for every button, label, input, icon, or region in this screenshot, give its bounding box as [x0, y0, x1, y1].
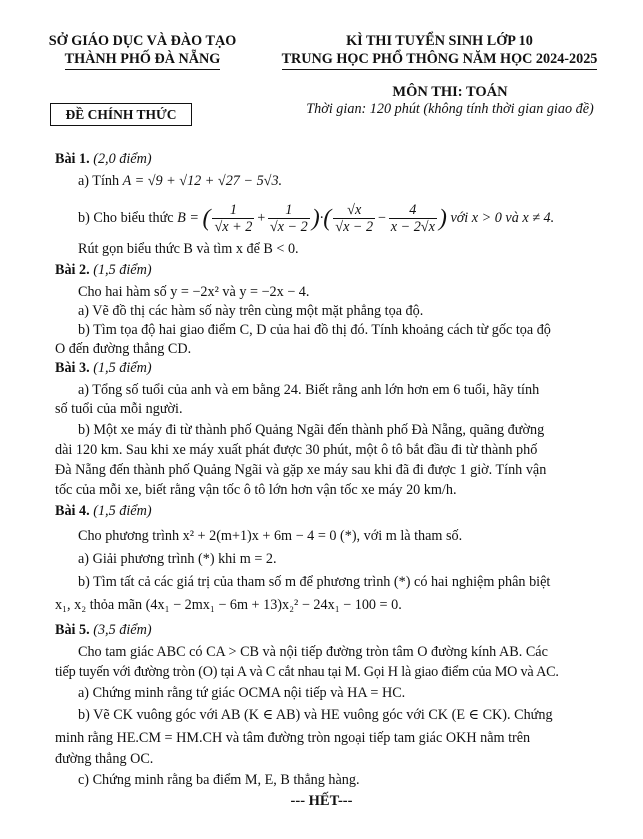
problem-3-heading: [55, 359, 615, 377]
problem-5-intro-line2: tiếp tuyến với đường tròn (O) tại A và C cắt nhau tại M. Gọi H là giao điểm của MO và AC.: [55, 664, 559, 680]
problem-1b-task: Rút gọn biểu thức B và tìm x để B < 0.: [78, 241, 299, 257]
problem-4-intro: Cho phương trình x² + 2(m+1)x + 6m − 4 = 0 (*), với m là tham số.: [78, 528, 463, 544]
department-name: SỞ GIÁO DỤC VÀ ĐÀO TẠO: [48, 33, 237, 49]
problem-1-title: Bài 1.: [55, 151, 90, 167]
expression-b: B = ( $\frac{1}{√x + 2}$ + $\frac{1}{√x - 2}$ )·( $\frac{√x}{√x - 2}$ − $\frac{4}{x - 2√x}$ ): [177, 202, 447, 236]
problem-2a: a) Vẽ đồ thị các hàm số này trên cùng một mặt phẳng tọa độ.: [78, 303, 424, 319]
problem-4b-line2: x₁, x₂ thỏa mãn (4x₁ − 2mx₁ − 6m + 13)x₂² − 24x₁ − 100 = 0.: [55, 597, 402, 613]
header-department: [30, 32, 255, 70]
problem-5b-line1: b) Vẽ CK vuông góc với AB (K ∈ AB) và HE vuông góc với CK (E ∈ CK). Chứng: [78, 707, 553, 723]
official-label: ĐỀ CHÍNH THỨC: [50, 103, 192, 126]
problem-5-intro-line1: Cho tam giác ABC có CA > CB và nội tiếp đường tròn tâm O đường kính AB. Các: [78, 644, 548, 660]
problem-3a-line2: số tuổi của mỗi người.: [55, 401, 183, 417]
problem-1-points: (2,0 điểm): [93, 151, 152, 167]
problem-4b-line1: b) Tìm tất cả các giá trị của tham số m để phương trình (*) có hai nghiệm phân biệt: [78, 574, 551, 590]
problem-5b-line3: đường thẳng OC.: [55, 751, 154, 767]
problem-3b-line4: tốc của mỗi xe, biết rằng vận tốc ô tô lớn hơn vận tốc xe máy 20 km/h.: [55, 482, 457, 498]
problem-3a-line1: a) Tổng số tuổi của anh và em bằng 24. Biết rằng anh lớn hơn em 6 tuổi, hãy tính: [78, 382, 540, 398]
problem-5-heading: [55, 621, 615, 639]
header-exam: [262, 32, 617, 70]
problem-5-title: Bài 5.: [55, 622, 90, 638]
city-name: THÀNH PHỐ ĐÀ NẴNG: [65, 50, 221, 70]
problem-5c: c) Chứng minh rằng ba điểm M, E, B thẳng hàng.: [78, 772, 360, 788]
problem-3b-line3: Đà Nẵng đến thành phố Quảng Ngãi và gặp xe máy sau khi đã đi được 1 giờ. Tính vận: [55, 462, 547, 478]
problem-3b-line2: dài 120 km. Sau khi xe máy xuất phát được 30 phút, một ô tô bắt đầu đi từ thành phố: [55, 442, 538, 458]
problem-3-points: (1,5 điểm): [93, 360, 152, 376]
problem-5-points: (3,5 điểm): [93, 622, 152, 638]
problem-3-title: Bài 3.: [55, 360, 90, 376]
problem-1b: [78, 200, 618, 236]
problem-1a-prefix: a) Tính: [78, 173, 120, 189]
problem-2-title: Bài 2.: [55, 262, 90, 278]
problem-1b-condition: với x > 0 và x ≠ 4.: [450, 210, 555, 226]
problem-2-points: (1,5 điểm): [93, 262, 152, 278]
exam-name: KÌ THI TUYỂN SINH LỚP 10: [346, 33, 533, 49]
time-limit: Thời gian: 120 phút (không tính thời gian giao đề): [306, 101, 594, 117]
problem-1a: [78, 172, 618, 190]
problem-2-heading: [55, 261, 615, 279]
problem-1b-prefix: b) Cho biểu thức: [78, 210, 174, 226]
problem-5a: a) Chứng minh rằng tứ giác OCMA nội tiếp và HA = HC.: [78, 685, 406, 701]
problem-2b-line2: O đến đường thẳng CD.: [55, 341, 192, 357]
school-year: TRUNG HỌC PHỔ THÔNG NĂM HỌC 2024-2025: [282, 50, 598, 70]
end-marker: --- HẾT---: [290, 793, 353, 809]
problem-2-intro: Cho hai hàm số y = −2x² và y = −2x − 4.: [78, 284, 310, 300]
problem-1-heading: [55, 150, 615, 168]
problem-3b-line1: b) Một xe máy đi từ thành phố Quảng Ngãi đến thành phố Đà Nẵng, quãng đường: [78, 422, 545, 438]
problem-5b-line2: minh rằng HE.CM = HM.CH và tâm đường tròn ngoại tiếp tam giác OKH nằm trên: [55, 730, 531, 746]
subject: MÔN THI: TOÁN: [392, 84, 508, 100]
problem-4-title: Bài 4.: [55, 503, 90, 519]
problem-4a: a) Giải phương trình (*) khi m = 2.: [78, 551, 277, 567]
problem-4-heading: [55, 502, 615, 520]
problem-2b-line1: b) Tìm tọa độ hai giao điểm C, D của hai đồ thị đó. Tính khoảng cách từ gốc tọa độ: [78, 322, 551, 338]
problem-4-points: (1,5 điểm): [93, 503, 152, 519]
problem-1a-expression: A = √9 + √12 + √27 − 5√3.: [122, 173, 283, 189]
